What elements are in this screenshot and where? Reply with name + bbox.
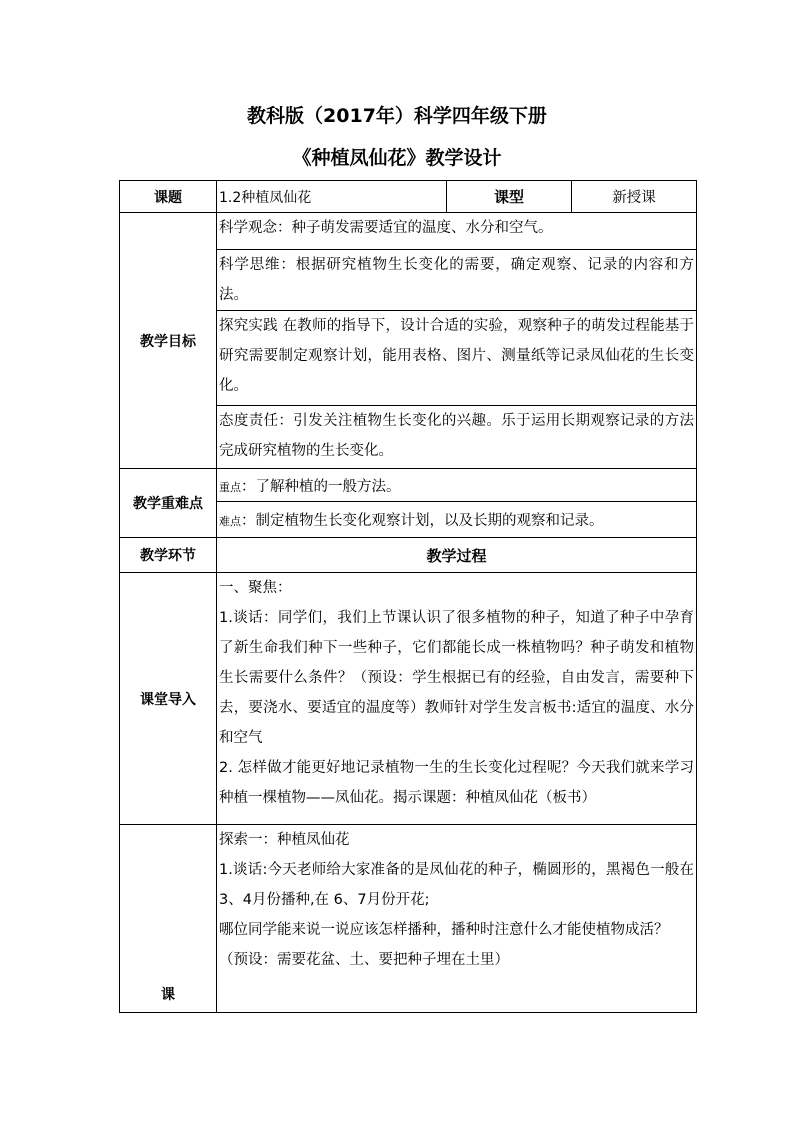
explore-line: 1.谈话:今天老师给大家准备的是凤仙花的种子，椭圆形的，黑褐色一般在 3、4月份播种,在 6、7月份开花; (219, 862, 694, 908)
intro-line: 一、聚焦： (219, 580, 292, 596)
explore-line: 哪位同学能来说一说应该怎样播种，播种时注意什么才能使植物成活？ (219, 922, 669, 938)
explore-line: （预设：需要花盆、土、要把种子埋在土里） (219, 952, 509, 968)
intro-label: 课堂导入 (120, 573, 217, 825)
key-point-prefix: 重点 (219, 480, 241, 494)
document-title: 教科版（2017年）科学四年级下册 (247, 105, 547, 127)
topic-value: 1.2种植凤仙花 (217, 181, 447, 213)
difficulty-item (217, 502, 697, 538)
topic-label: 课题 (120, 181, 217, 213)
lesson-plan-table (119, 180, 697, 1013)
table-row (120, 181, 697, 213)
key-point-item (217, 469, 697, 502)
table-row (120, 573, 697, 825)
difficulty-prefix: 难点 (219, 515, 241, 528)
type-label: 课型 (447, 181, 572, 213)
intro-line: 1.谈话：同学们，我们上节课认识了很多植物的种子，知道了种子中孕育了新生命我们种下一些种子，它们都能长成一株植物吗？种子萌发和植物生长需要什么条件？（预设：学生根据已有的经验，自由发言，需要种下去，要浇水、要适宜的温度等）教师针对学生发言板书:适宜的温度、水分和空气 (219, 610, 694, 746)
document-subtitle: 《种植凤仙花》教学设计 (292, 147, 502, 169)
table-row (120, 825, 697, 1013)
key-points-label: 教学重难点 (120, 469, 217, 538)
key-point-text: ：了解种植的一般方法。 (241, 478, 401, 495)
section-label: 课 (120, 825, 217, 1013)
intro-content (217, 573, 697, 825)
objective-item: 态度责任：引发关注植物生长变化的兴趣。乐于运用长期观察记录的方法完成研究植物的生长变化。 (217, 406, 697, 469)
objective-item: 科学思维：根据研究植物生长变化的需要，确定观察、记录的内容和方法。 (217, 250, 697, 311)
process-header: 教学过程 (217, 538, 697, 573)
objective-item: 探究实践 在教师的指导下，设计合适的实验，观察种子的萌发过程能基于研究需要制定观察计划，能用表格、图片、测量纸等记录凤仙花的生长变化。 (217, 311, 697, 406)
table-row (120, 469, 697, 502)
objectives-label: 教学目标 (120, 213, 217, 469)
difficulty-text: ：制定植物生长变化观察计划，以及长期的观察和记录。 (241, 513, 604, 529)
objective-item: 科学观念：种子萌发需要适宜的温度、水分和空气。 (217, 213, 697, 250)
explore-content (217, 825, 697, 1013)
stage-header: 教学环节 (120, 538, 217, 573)
table-row (120, 538, 697, 573)
intro-line: 2. 怎样做才能更好地记录植物一生的生长变化过程呢？今天我们就来学习种植一棵植物——凤仙花。揭示课题：种植凤仙花（板书） (219, 760, 694, 806)
explore-line: 探索一：种植凤仙花 (219, 832, 350, 848)
type-value: 新授课 (572, 181, 697, 213)
table-row (120, 213, 697, 250)
